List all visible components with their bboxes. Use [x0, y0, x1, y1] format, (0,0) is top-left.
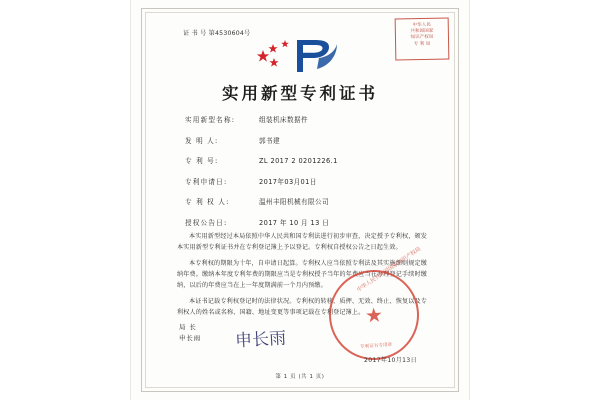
top-seal-line-2: 共和国国家 — [410, 28, 434, 35]
field-value: 组装机床数据件 — [259, 116, 308, 124]
field-list — [185, 114, 427, 237]
field-row — [185, 196, 427, 206]
top-seal-line-3: 知识产权局 — [410, 35, 434, 41]
official-stamp-top — [395, 18, 450, 61]
field-row — [185, 114, 427, 124]
page-title: 实用新型专利证书 — [222, 84, 378, 103]
cnipa-logo-icon — [257, 36, 343, 76]
right-gutter — [469, 0, 600, 400]
signature-block — [179, 322, 201, 344]
certificate-number: 证 书 号 第4530604号 — [183, 30, 251, 37]
top-seal-line-1: 中华人民 — [412, 22, 431, 29]
field-row — [185, 135, 427, 145]
field-value: 温州丰阳机械有限公司 — [259, 198, 329, 206]
field-row — [185, 217, 427, 227]
left-gutter — [0, 0, 131, 400]
field-label: 授权公告日: — [185, 218, 228, 227]
field-value: 2017年03月01日 — [259, 177, 317, 186]
field-label: 专 利 权 人: — [185, 198, 230, 206]
field-row — [185, 155, 427, 165]
field-value: 郭书建 — [259, 136, 280, 145]
field-label: 专利申请日: — [185, 177, 228, 186]
page-footer: 第 1 页 (共 1 页) — [275, 374, 325, 380]
field-label: 实用新型名称: — [185, 116, 236, 124]
top-seal-line-4: 专 利 局 — [413, 41, 431, 47]
body-paragraph: 本专利权的期限为十年，自申请日起算。专利权人应当依照专利法及其实施细则规定缴纳年费。缴纳本年度专利年费的期限应当是专利权授予当年的年费应当在办理登记手续时缴纳，以后的年费应当在上一年度期满前一个月内预缴。 — [177, 260, 427, 289]
field-label: 专 利 号: — [185, 157, 219, 165]
field-label: 发 明 人: — [185, 136, 219, 145]
field-row — [185, 176, 427, 186]
field-value: ZL 2017 2 0201226.1 — [259, 157, 338, 165]
seal-star-icon: ★ — [364, 302, 384, 328]
seal-ring-text: 中华人民共和国国家知识产权局 — [356, 246, 423, 294]
field-value: 2017 年 10 月 13 日 — [259, 218, 330, 227]
official-round-seal — [326, 246, 423, 363]
signature-printed-name: 申长雨 — [179, 334, 202, 343]
signature-title: 局 长 — [179, 323, 197, 332]
handwritten-signature: 申长雨 — [234, 328, 287, 352]
certificate-image — [131, 0, 469, 400]
body-paragraph: 本证书记载专利权登记时的法律状况。专利权的转移、质押、无效、终止、恢复以及专利权人的姓名或名称、国籍、地址变更等事项记载在专利登记簿上。 — [177, 298, 427, 316]
seal-bottom-text: 专利证书专用章 — [359, 342, 393, 351]
seal-date: 2017年10月13日 — [364, 357, 417, 364]
certificate-content — [149, 14, 451, 386]
body-paragraph: 本实用新型经过本局依照中华人民共和国专利法进行初步审查，决定授予专利权，颁发本实用新型专利证书并在专利登记簿上予以登记。专利权自授权公告之日起生效。 — [177, 233, 427, 251]
